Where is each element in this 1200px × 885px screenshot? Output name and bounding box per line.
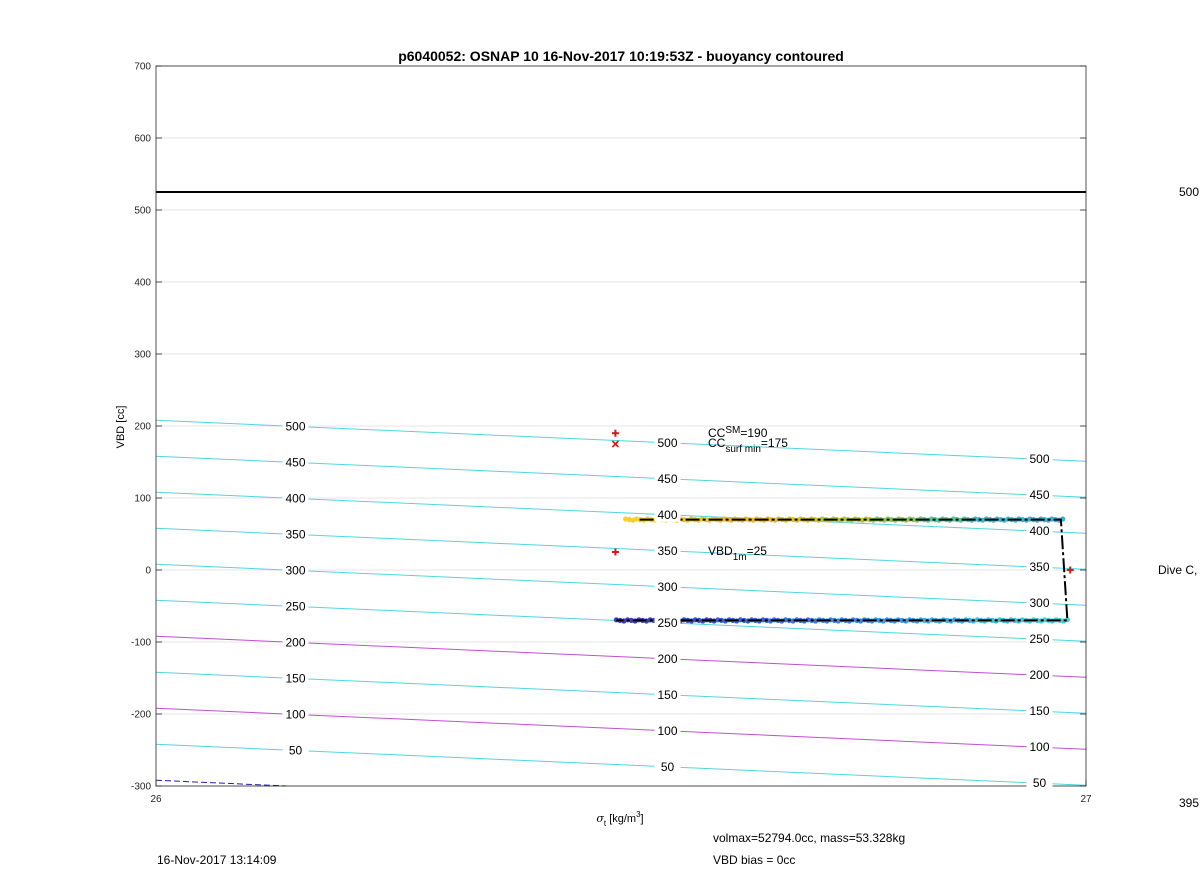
x-axis-label-sigma: σ (596, 812, 604, 825)
x-tick-label: 27 (1080, 794, 1092, 805)
marker-plus (1067, 567, 1074, 574)
x-axis-label-sup: 3 (636, 810, 641, 819)
y-tick-label: 600 (134, 133, 151, 145)
y-tick-label: 300 (134, 349, 151, 361)
contour-label: 200 (285, 635, 306, 650)
marker-plus (612, 549, 619, 556)
right-label-bottom: 395 (1179, 796, 1200, 810)
right-label-top: 500 (1179, 185, 1200, 199)
contour-label: 500 (285, 419, 306, 434)
contour-label: 50 (1032, 776, 1047, 791)
contour-label: 50 (288, 743, 303, 758)
marker-plus (612, 430, 619, 437)
contour-label: 250 (1029, 632, 1050, 647)
contour-label: 300 (285, 563, 306, 578)
contour-label: 350 (1029, 560, 1050, 575)
vbd-1m-annotation: $VBD_{1m}=25$ (708, 544, 767, 563)
y-tick-label: 100 (134, 493, 151, 505)
contour-label: 100 (657, 723, 678, 738)
footer-timestamp: 16-Nov-2017 13:14:09 (157, 853, 277, 867)
y-tick-label: 0 (145, 565, 151, 577)
footer-vbd-bias: VBD bias = 0cc (713, 853, 796, 867)
contour-label: 150 (1029, 704, 1050, 719)
markers (612, 430, 1074, 574)
y-axis-label: VBD [cc] (115, 405, 127, 449)
contour-label: 250 (285, 599, 306, 614)
y-tick-label: -300 (130, 781, 151, 793)
y-tick-label: -200 (130, 709, 151, 721)
y-tick-label: 400 (134, 277, 151, 289)
contour-label: 500 (1029, 452, 1050, 467)
contour-label: 300 (657, 579, 678, 594)
contour-label: 100 (285, 707, 306, 722)
contour-label: 50 (660, 759, 675, 774)
contour-label: 400 (657, 507, 678, 522)
y-tick-label: -100 (130, 637, 151, 649)
contour-label: 250 (657, 615, 678, 630)
cc-surf-min-annotation: $CC_{surf min}=175$ (708, 436, 788, 455)
x-axis-label-unit: [kg/m (606, 813, 637, 825)
chart-title: p6040052: OSNAP 10 16-Nov-2017 10:19:53Z - buoyancy contoured (398, 48, 844, 64)
contour-line-0 (156, 780, 287, 786)
y-tick-label: 500 (134, 205, 151, 217)
y-tick-label: 200 (134, 421, 151, 433)
contour-label: 350 (285, 527, 306, 542)
right-label-middle: Dive C, (1158, 563, 1198, 577)
contour-labels (283, 419, 1053, 790)
contour-label: 450 (1029, 488, 1050, 503)
contour-label: 150 (657, 687, 678, 702)
x-axis-label-close: ] (640, 813, 644, 825)
contour-label: 350 (657, 543, 678, 558)
contour-label: 500 (657, 435, 678, 450)
contour-label: 450 (285, 455, 306, 470)
contour-label: 100 (1029, 740, 1050, 755)
cc-sm-annotation: CC℠=190 (708, 425, 768, 440)
footer-volmax: volmax=52794.0cc, mass=53.328kg (713, 831, 906, 845)
x-tick-label: 26 (150, 794, 162, 805)
y-tick-label: 700 (134, 61, 151, 73)
x-axis-label (596, 810, 643, 828)
contour-label: 200 (657, 651, 678, 666)
contour-label: 200 (1029, 668, 1050, 683)
contour-label: 300 (1029, 596, 1050, 611)
x-axis-label-sub: t (603, 819, 607, 828)
contour-label: 400 (285, 491, 306, 506)
marker-x (612, 441, 618, 447)
contour-label: 450 (657, 471, 678, 486)
contour-label: 150 (285, 671, 306, 686)
contour-label: 400 (1029, 524, 1050, 539)
tick-labels (131, 62, 1092, 806)
